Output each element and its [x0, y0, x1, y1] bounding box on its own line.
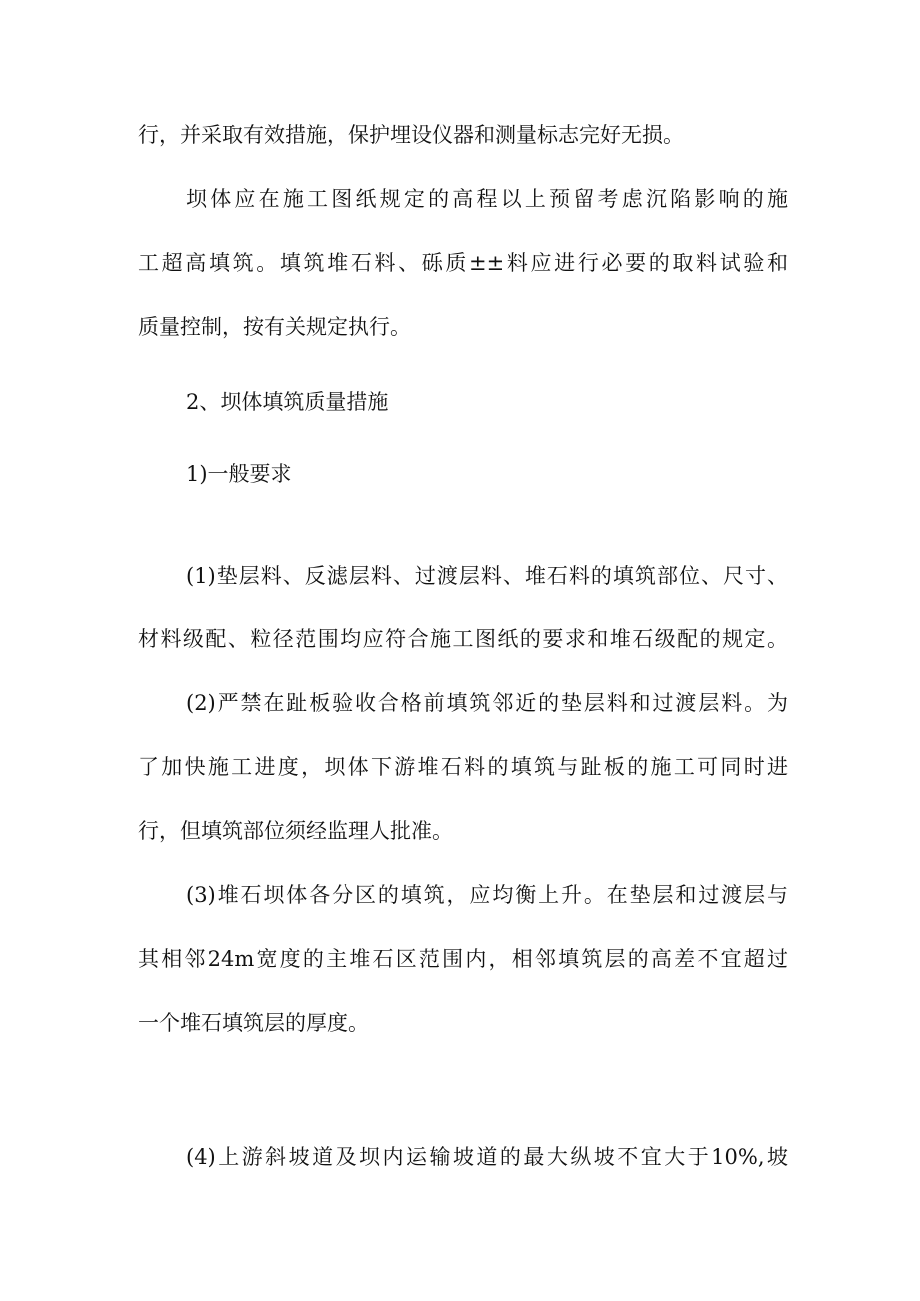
section-heading: 2、坝体填筑质量措施	[186, 390, 389, 414]
text-line: 质量控制，按有关规定执行。	[138, 315, 411, 339]
text-line: (2)严禁在趾板验收合格前填筑邻近的垫层料和过渡层料。为	[186, 691, 788, 715]
text-line: 其相邻24m宽度的主堆石区范围内，相邻填筑层的高差不宜超过	[138, 947, 788, 971]
text-line: (3)堆石坝体各分区的填筑，应均衡上升。在垫层和过渡层与	[186, 883, 788, 907]
subsection-heading: 1)一般要求	[186, 462, 292, 486]
text-line: 工超高填筑。填筑堆石料、砾质±±料应进行必要的取料试验和	[138, 251, 788, 275]
text-line: 材料级配、粒径范围均应符合施工图纸的要求和堆石级配的规定。	[138, 627, 788, 651]
text-line: (1)垫层料、反滤层料、过渡层料、堆石料的填筑部位、尺寸、	[186, 564, 788, 588]
text-line: 坝体应在施工图纸规定的高程以上预留考虑沉陷影响的施	[186, 187, 788, 211]
text-line: 行，但填筑部位须经监理人批准。	[138, 819, 453, 843]
text-line: 一个堆石填筑层的厚度。	[138, 1011, 369, 1035]
text-line: (4)上游斜坡道及坝内运输坡道的最大纵坡不宜大于10%,坡	[186, 1145, 788, 1169]
text-line: 了加快施工进度，坝体下游堆石料的填筑与趾板的施工可同时进	[138, 755, 788, 779]
text-line: 行，并采取有效措施，保护埋设仪器和测量标志完好无损。	[138, 123, 684, 147]
